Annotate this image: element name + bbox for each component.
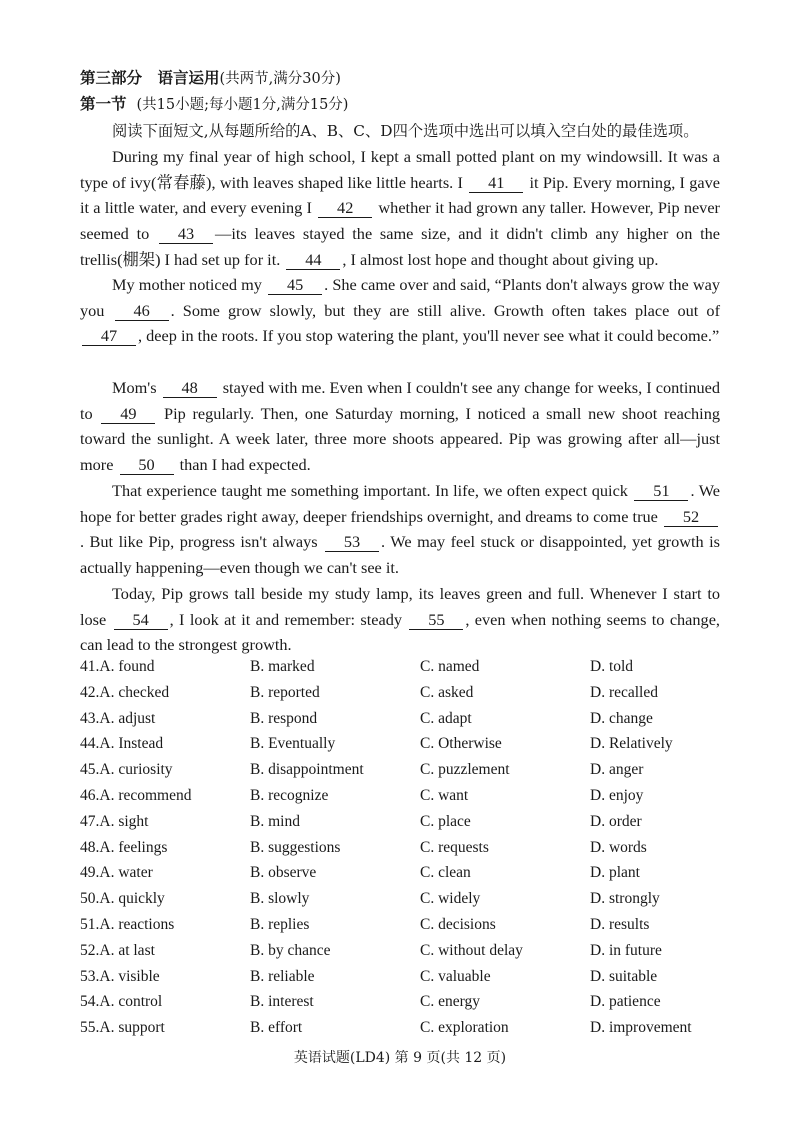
question-row <box>80 710 740 736</box>
option-b[interactable]: B. interest <box>250 993 314 1011</box>
option-c[interactable]: C. asked <box>420 683 474 701</box>
blank-42[interactable]: 42 <box>318 199 372 218</box>
option-a[interactable]: 51.A. reactions <box>80 915 175 933</box>
option-b[interactable]: B. replies <box>250 915 310 933</box>
option-c[interactable]: C. puzzlement <box>420 761 510 779</box>
passage-text: , I look at it and remember: steady <box>169 609 408 629</box>
option-d[interactable]: D. results <box>590 915 650 933</box>
passage-text: Mom's <box>112 378 161 397</box>
option-d[interactable]: D. suitable <box>590 967 658 985</box>
blank-46[interactable]: 46 <box>115 302 169 321</box>
option-d[interactable]: D. change <box>590 709 653 727</box>
passage-paragraph-1 <box>80 144 720 273</box>
passage-text: , I almost lost hope and thought about giving up. <box>342 249 659 269</box>
passage-text: whether it had grown any taller. However, Pip never seemed to <box>80 198 720 244</box>
question-row <box>80 813 740 839</box>
option-b[interactable]: B. Eventually <box>250 735 336 753</box>
blank-51[interactable]: 51 <box>634 482 688 501</box>
option-c[interactable]: C. valuable <box>420 967 491 985</box>
option-b[interactable]: B. suggestions <box>250 838 341 856</box>
option-d[interactable]: D. improvement <box>590 1019 692 1037</box>
option-a[interactable]: 43.A. adjust <box>80 709 156 727</box>
option-a[interactable]: 47.A. sight <box>80 812 149 830</box>
option-b[interactable]: B. effort <box>250 1019 303 1037</box>
option-b[interactable]: B. by chance <box>250 941 331 959</box>
passage-text: . But like Pip, progress isn't always <box>80 532 324 552</box>
question-row <box>80 684 740 710</box>
blank-49[interactable]: 49 <box>101 405 155 424</box>
option-c[interactable]: C. Otherwise <box>420 735 502 753</box>
passage-paragraph-2 <box>80 272 720 349</box>
part-heading <box>80 92 348 114</box>
blank-44[interactable]: 44 <box>286 251 340 270</box>
passage-text: , deep in the roots. If you stop watering the plant, you'll never see what it could become.” <box>138 326 720 346</box>
option-c[interactable]: C. without delay <box>420 941 523 959</box>
option-a[interactable]: 41.A. found <box>80 658 155 675</box>
blank-47[interactable]: 47 <box>82 327 136 346</box>
blank-48[interactable]: 48 <box>163 379 217 398</box>
option-a[interactable]: 54.A. control <box>80 993 163 1011</box>
option-d[interactable]: D. recalled <box>590 683 658 701</box>
blank-52[interactable]: 52 <box>664 508 718 527</box>
blank-55[interactable]: 55 <box>409 611 463 630</box>
option-c[interactable]: C. energy <box>420 993 480 1011</box>
option-d[interactable]: D. strongly <box>590 890 660 908</box>
page-footer: 英语试题(LD4) 第 9 页(共 12 页) <box>293 1050 507 1066</box>
blank-45[interactable]: 45 <box>268 276 322 295</box>
passage-text: . She came over and said, “Plants don't always grow the way you <box>80 275 720 320</box>
option-c[interactable]: C. adapt <box>420 709 472 727</box>
option-a[interactable]: 49.A. water <box>80 864 153 882</box>
blank-41[interactable]: 41 <box>469 174 523 193</box>
question-row <box>80 761 740 787</box>
option-a[interactable]: 50.A. quickly <box>80 890 165 908</box>
option-a[interactable]: 48.A. feelings <box>80 838 168 856</box>
passage-paragraph-4 <box>80 478 720 581</box>
question-row <box>80 839 740 865</box>
option-d[interactable]: D. told <box>590 658 634 675</box>
option-c[interactable]: C. requests <box>420 838 489 856</box>
option-a[interactable]: 44.A. Instead <box>80 735 164 753</box>
option-b[interactable]: B. mind <box>250 812 300 830</box>
question-row <box>80 658 740 684</box>
option-c[interactable]: C. named <box>420 658 480 675</box>
option-d[interactable]: D. enjoy <box>590 786 644 804</box>
option-b[interactable]: B. disappointment <box>250 761 364 779</box>
option-d[interactable]: D. plant <box>590 864 640 882</box>
option-c[interactable]: C. place <box>420 812 471 830</box>
option-c[interactable]: C. decisions <box>420 915 496 933</box>
blank-50[interactable]: 50 <box>120 456 174 475</box>
passage-text: than I had expected. <box>175 455 311 475</box>
option-d[interactable]: D. patience <box>590 993 661 1011</box>
passage-text: My mother noticed my <box>112 275 267 294</box>
blank-43[interactable]: 43 <box>159 225 213 244</box>
option-c[interactable]: C. widely <box>420 890 481 908</box>
option-a[interactable]: 46.A. recommend <box>80 786 192 804</box>
option-b[interactable]: B. marked <box>250 658 315 675</box>
passage-text: . We may feel stuck or disappointed, yet growth is actually happening—even though we can't see it. <box>80 532 720 578</box>
options-list <box>80 658 740 1045</box>
passage-text: . We hope for better grades right away, deeper friendships overnight, and dreams to come true <box>80 481 720 526</box>
part-title: 第一节 <box>80 94 127 113</box>
passage-paragraph-5 <box>80 581 720 658</box>
passage-text: Pip regularly. Then, one Saturday morning, I noticed a small new shoot reaching toward the sunlight. A week later, three more shoots appeared. Pip was growing after all—just more <box>80 403 720 475</box>
option-b[interactable]: B. observe <box>250 864 317 882</box>
question-row <box>80 864 740 890</box>
passage-text: stayed with me. Even when I couldn't see any change for weeks, I continued to <box>80 378 720 423</box>
section-title: 第三部分 语言运用 <box>80 68 220 87</box>
blank-53[interactable]: 53 <box>325 533 379 552</box>
part-note: (共15小题;每小题1分,满分15分) <box>136 97 349 113</box>
option-d[interactable]: D. in future <box>590 941 662 959</box>
passage-text: . Some grow slowly, but they are still alive. Growth often takes place out of <box>170 300 720 320</box>
question-row <box>80 916 740 942</box>
question-row <box>80 1019 740 1045</box>
option-b[interactable]: B. recognize <box>250 786 329 804</box>
question-row <box>80 942 740 968</box>
option-d[interactable]: D. words <box>590 838 647 856</box>
option-d[interactable]: D. Relatively <box>590 735 673 753</box>
option-c[interactable]: C. exploration <box>420 1019 509 1037</box>
passage-text: During my final year of high school, I kept a small potted plant on my windowsill. It was a type of ivy(常春藤), with leaves shaped like little hearts. I <box>80 147 720 192</box>
option-a[interactable]: 52.A. at last <box>80 941 155 959</box>
passage-text: —its leaves stayed the same size, and it didn't climb any higher on the trellis(棚架) I had set up for it. <box>80 224 721 269</box>
section-note: (共两节,满分30分) <box>219 71 341 87</box>
question-row <box>80 890 740 916</box>
passage-text: it Pip. Every morning, I gave it a little water, and every evening I <box>80 172 720 218</box>
option-b[interactable]: B. reliable <box>250 967 315 985</box>
passage-paragraph-3 <box>80 375 720 478</box>
option-c[interactable]: C. want <box>420 786 469 804</box>
question-row <box>80 993 740 1019</box>
option-a[interactable]: 45.A. curiosity <box>80 761 173 779</box>
passage-text: That experience taught me something important. In life, we often expect quick <box>112 481 633 500</box>
option-a[interactable]: 55.A. support <box>80 1019 165 1037</box>
instructions: 阅读下面短文,从每题所给的A、B、C、D四个选项中选出可以填入空白处的最佳选项。 <box>112 122 699 140</box>
section-heading <box>80 66 341 88</box>
option-d[interactable]: D. anger <box>590 761 644 779</box>
question-row <box>80 968 740 994</box>
option-b[interactable]: B. reported <box>250 683 320 701</box>
option-c[interactable]: C. clean <box>420 864 471 882</box>
option-b[interactable]: B. respond <box>250 709 318 727</box>
option-a[interactable]: 53.A. visible <box>80 967 160 985</box>
option-d[interactable]: D. order <box>590 812 642 830</box>
question-row <box>80 787 740 813</box>
question-row <box>80 735 740 761</box>
passage-text: Today, Pip grows tall beside my study lamp, its leaves green and full. Whenever I start to lose <box>80 584 720 629</box>
option-b[interactable]: B. slowly <box>250 890 310 908</box>
blank-54[interactable]: 54 <box>114 611 168 630</box>
passage-text: , even when nothing seems to change, can lead to the strongest growth. <box>80 609 720 655</box>
option-a[interactable]: 42.A. checked <box>80 683 170 701</box>
